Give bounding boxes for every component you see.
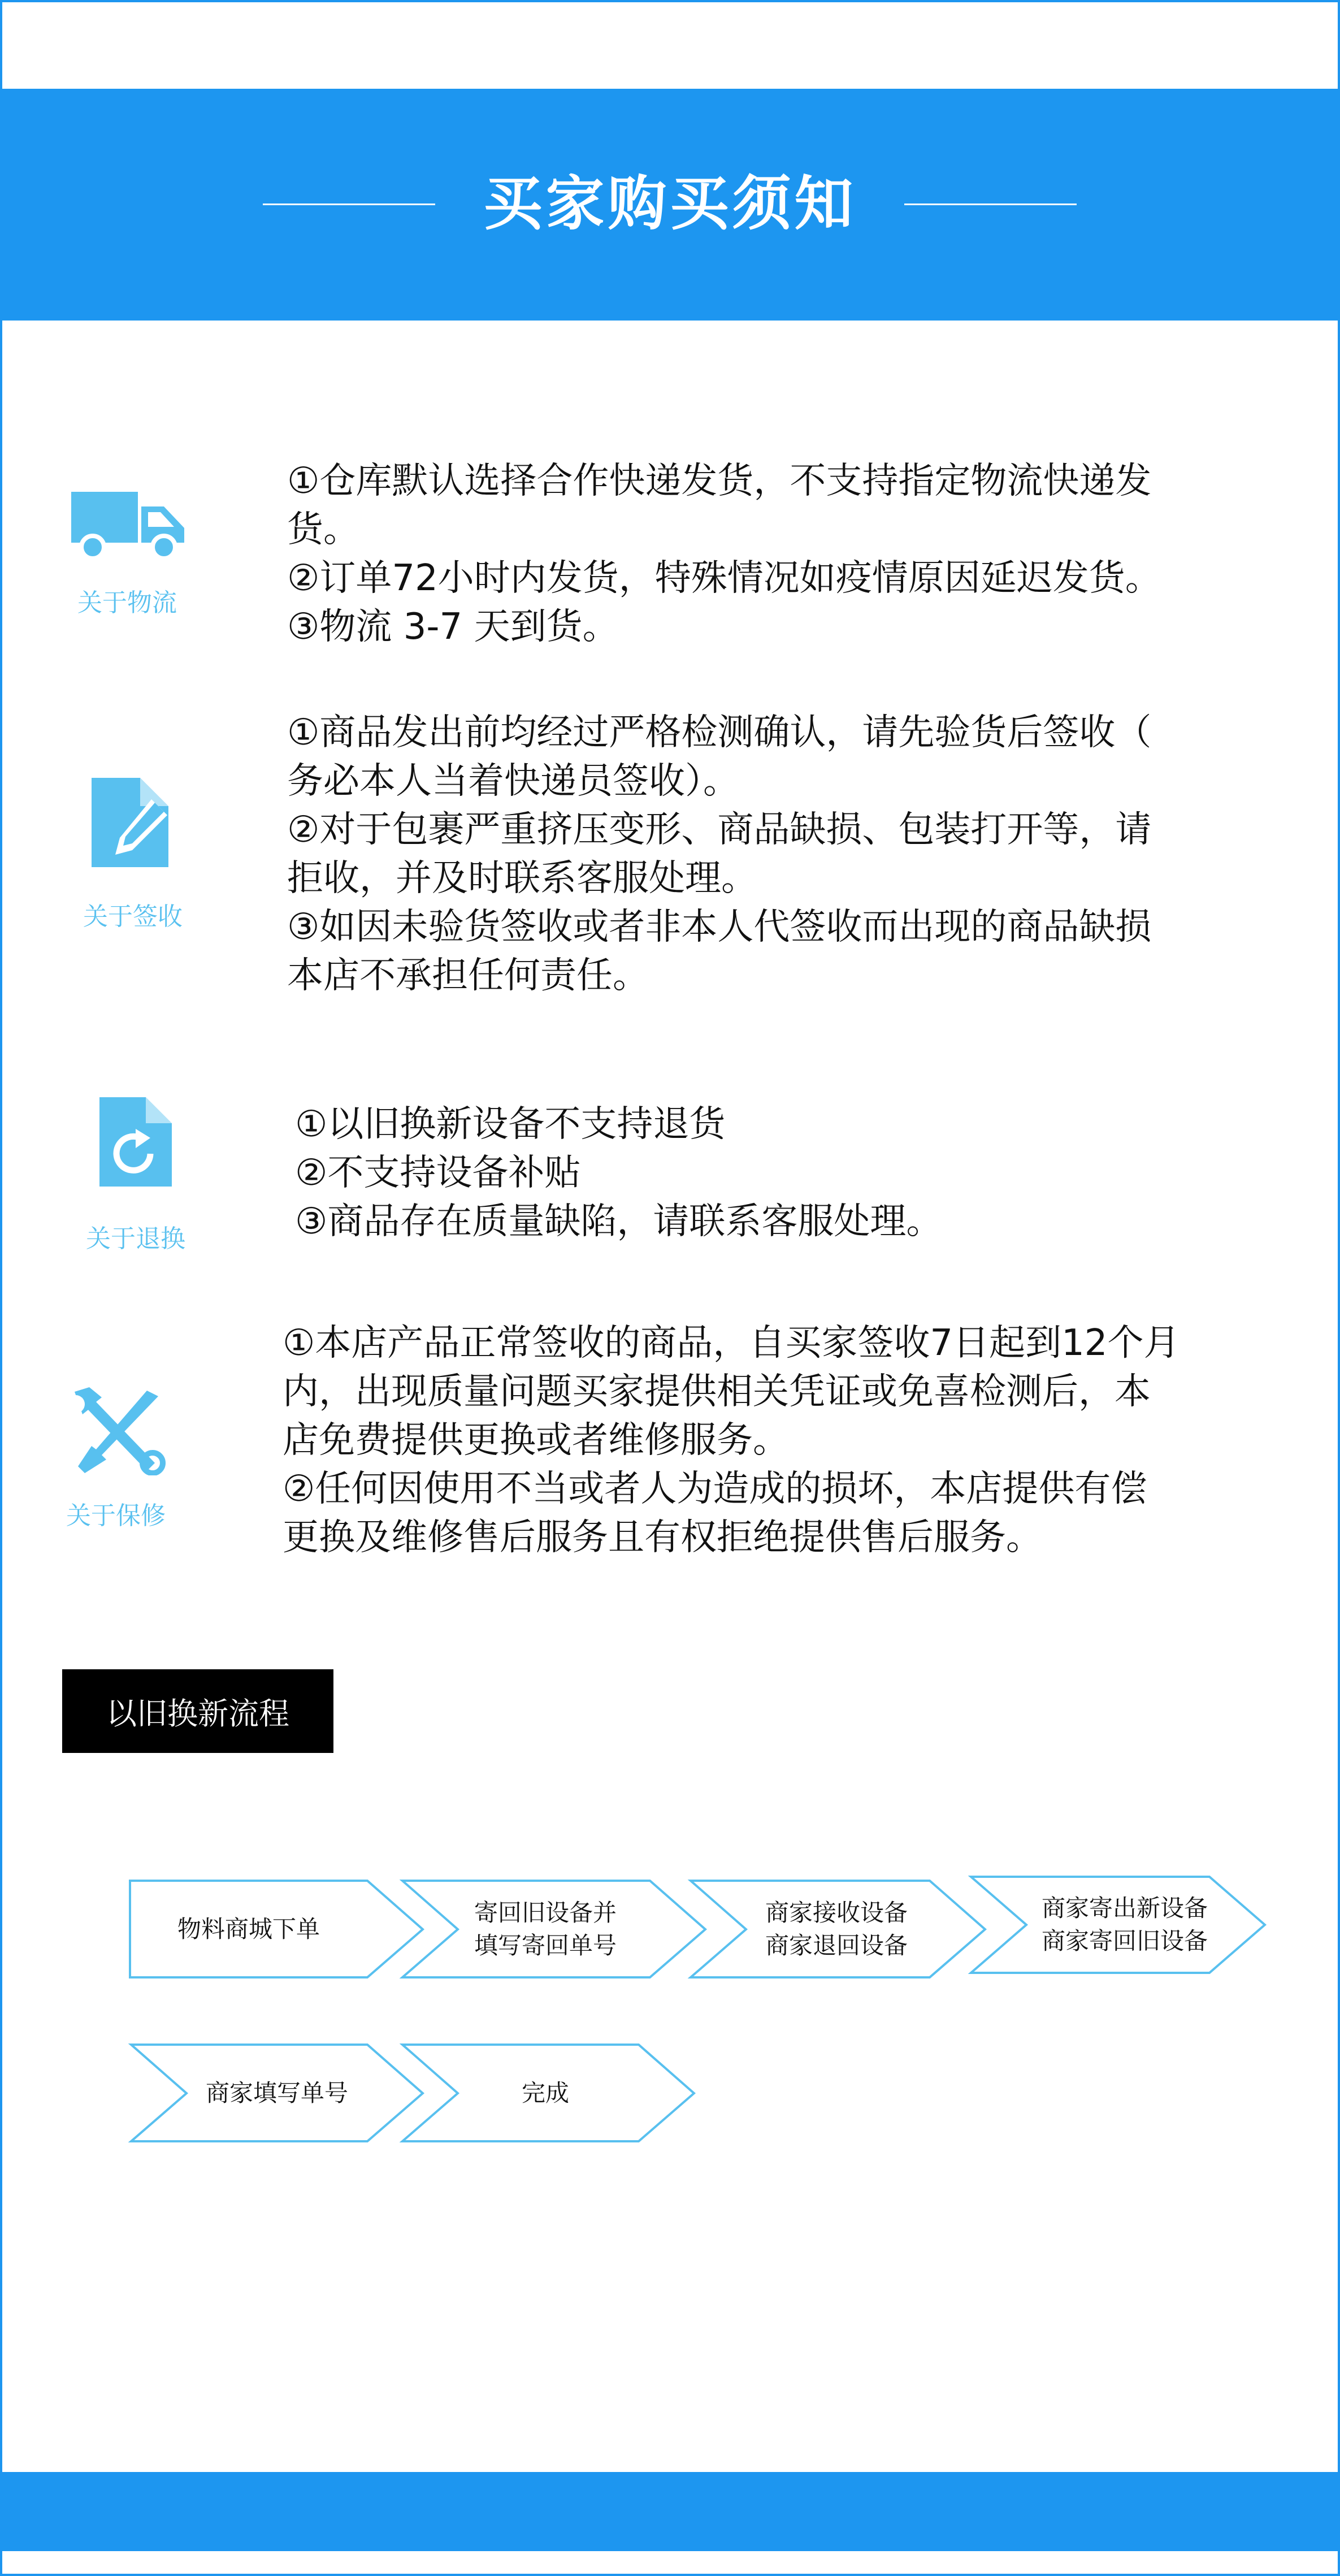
tools-icon — [62, 1385, 170, 1475]
text-line: ②不支持设备补贴 — [295, 1152, 581, 1194]
step-line: 商家寄回旧设备 — [1041, 1927, 1208, 1955]
step-label-1 — [136, 1881, 362, 1977]
step-line: 物料商城下单 — [177, 1915, 320, 1943]
step-line: 填写寄回单号 — [474, 1931, 617, 1959]
section-label-returns: 关于退换 — [86, 1224, 185, 1253]
footer-bar — [0, 2472, 1340, 2551]
text-line: ③如因未验货签收或者非本人代签收而出现的商品缺损 — [287, 906, 1152, 948]
section-text-logistics — [287, 457, 1161, 651]
section-text-warranty — [283, 1319, 1180, 1562]
step-line: 商家接收设备 — [765, 1898, 908, 1926]
text-line: 拒收，并及时联系客服处理。 — [287, 858, 757, 899]
text-line: ①商品发出前均经过严格检测确认，请先验货后签收（ — [287, 712, 1152, 754]
text-line: ①仓库默认选择合作快递发货，不支持指定物流快递发 — [287, 460, 1152, 502]
step-label-2 — [441, 1881, 650, 1977]
text-line: ②订单72小时内发货，特殊情况如疫情原因延迟发货。 — [287, 557, 1161, 599]
step-label-4 — [1006, 1877, 1243, 1973]
truck-icon — [69, 486, 188, 565]
text-line: ②对于包裹严重挤压变形、商品缺损、包装打开等，请 — [287, 809, 1152, 851]
section-text-receipt — [287, 708, 1151, 1000]
step-label-6 — [441, 2045, 650, 2141]
page-title: 买家购买须知 — [483, 169, 857, 238]
text-line: ①本店产品正常签收的商品，自买家签收7日起到12个月 — [283, 1322, 1180, 1364]
text-line: ③商品存在质量缺陷，请联系客服处理。 — [295, 1201, 943, 1242]
text-line: 务必本人当着快递员签收）。 — [287, 760, 739, 802]
step-line: 商家寄出新设备 — [1041, 1894, 1208, 1922]
exchange-process-button[interactable]: 以旧换新流程 — [62, 1669, 333, 1753]
step-line: 寄回旧设备并 — [474, 1898, 617, 1926]
document-refresh-icon — [96, 1094, 175, 1190]
text-line: 货。 — [287, 509, 359, 551]
text-line: ③物流 3-7 天到货。 — [287, 606, 619, 648]
step-label-5 — [170, 2045, 384, 2141]
document-pen-icon — [85, 774, 181, 871]
text-line: ①以旧换新设备不支持退货 — [295, 1103, 726, 1145]
text-line: 本店不承担任何责任。 — [287, 955, 649, 997]
text-line: ②任何因使用不当或者人为造成的损坏，本店提供有偿 — [283, 1468, 1147, 1510]
section-label-receipt: 关于签收 — [83, 902, 183, 931]
section-label-logistics: 关于物流 — [77, 588, 177, 617]
step-line: 商家退回设备 — [765, 1931, 908, 1959]
section-text-returns — [295, 1100, 942, 1246]
section-label-warranty: 关于保修 — [66, 1501, 166, 1530]
text-line: 店免费提供更换或者维修服务。 — [283, 1419, 789, 1461]
step-label-3 — [729, 1881, 944, 1977]
step-line: 完成 — [521, 2079, 569, 2107]
step-line: 商家填写单号 — [205, 2079, 348, 2107]
text-line: 内，出现质量问题买家提供相关凭证或免喜检测后，本 — [283, 1371, 1151, 1413]
text-line: 更换及维修售后服务且有权拒绝提供售后服务。 — [283, 1517, 1042, 1558]
